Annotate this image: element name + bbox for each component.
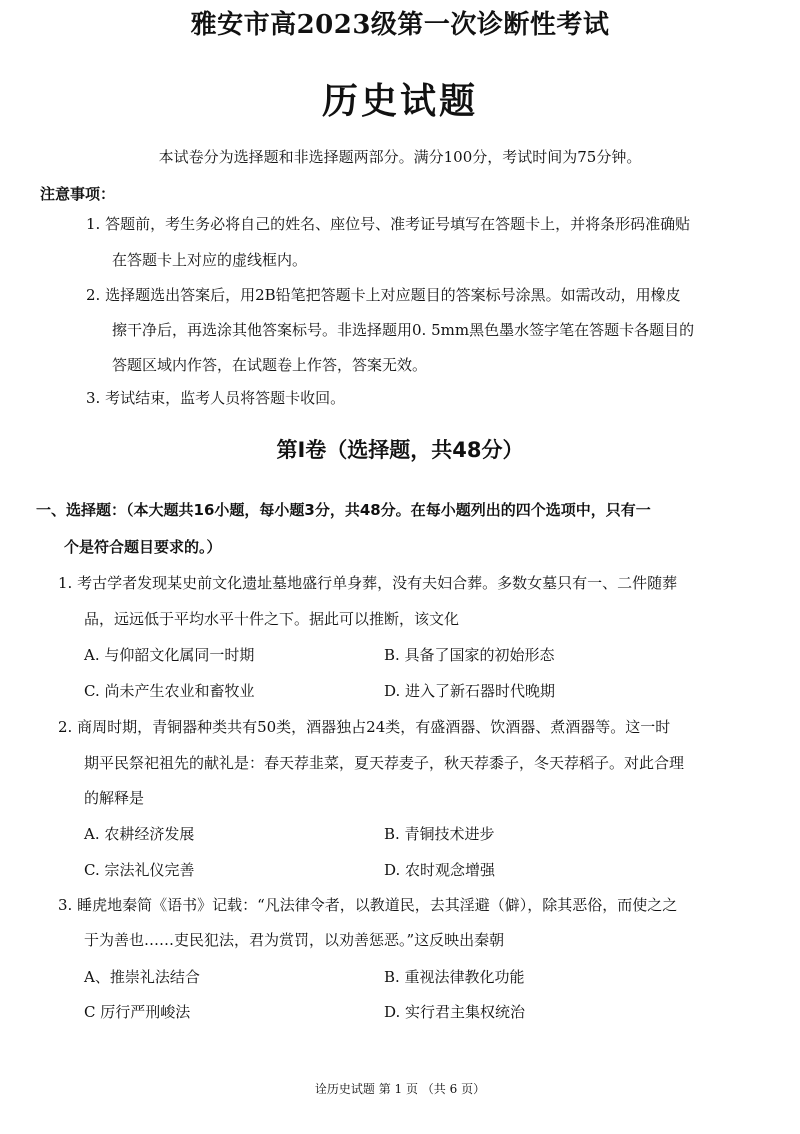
question-3-option-d: D. 实行君主集权统治 [384,1003,526,1021]
question-3-stem: 于为善也……吏民犯法，君为赏罚，以劝善惩恶。”这反映出秦朝 [84,931,505,949]
exam-title: 雅安市高2023级第一次诊断性考试 [190,10,610,40]
question-1-option-a: A. 与仰韶文化属同一时期 [84,646,255,664]
notice-line: 3. 考试结束，监考人员将答题卡收回。 [86,389,346,407]
notice-heading: 注意事项： [40,185,116,203]
part-heading: 个是符合题目要求的。） [64,538,222,556]
question-1-option-c: C. 尚未产生农业和畜牧业 [84,682,255,700]
question-2-stem: 的解释是 [84,789,145,807]
question-3-option-c: C 厉行严刑峻法 [84,1003,191,1021]
notice-line: 在答题卡上对应的虚线框内。 [112,251,308,269]
question-2-stem: 2. 商周时期，青铜器种类共有50类，酒器独占24类，有盛酒器、饮酒器、煮酒器等。这一时 [58,718,671,736]
question-2-option-d: D. 农时观念增强 [384,861,496,879]
notice-line: 1. 答题前，考生务必将自己的姓名、座位号、准考证号填写在答题卡上，并将条形码准确贴 [86,215,691,233]
question-3-stem: 3. 睡虎地秦简《语书》记载：“凡法律令者，以教道民，去其淫避（僻），除其恶俗，而使之之 [58,896,678,914]
notice-line: 2. 选择题选出答案后，用2B铅笔把答题卡上对应题目的答案标号涂黑。如需改动，用橡皮 [86,286,681,304]
notice-line: 答题区域内作答，在试题卷上作答，答案无效。 [112,356,428,374]
question-3-option-a: A、推崇礼法结合 [84,968,200,986]
question-1-option-d: D. 进入了新石器时代晚期 [384,682,556,700]
question-2-option-a: A. 农耕经济发展 [84,825,195,843]
question-1-stem: 品，远远低于平均水平十件之下。据此可以推断，该文化 [84,610,460,628]
notice-line: 擦干净后，再选涂其他答案标号。非选择题用0. 5mm黑色墨水签字笔在答题卡各题目的 [112,321,695,339]
question-2-option-c: C. 宗法礼仪完善 [84,861,195,879]
page-footer: 诠历史试题 第 1 页 （共 6 页） [314,1082,486,1096]
question-2-option-b: B. 青铜技术进步 [384,825,495,843]
exam-intro: 本试卷分为选择题和非选择题两部分。满分100分，考试时间为75分钟。 [158,148,642,166]
question-1-stem: 1. 考古学者发现某史前文化遗址墓地盛行单身葬，没有夫妇合葬。多数女墓只有一、二件随葬 [58,574,678,592]
part-heading: 一、选择题：（本大题共16小题，每小题3分，共48分。在每小题列出的四个选项中，只有一 [36,501,651,519]
section-title: 第Ⅰ卷（选择题，共48分） [276,438,524,462]
subject-title: 历史试题 [321,81,478,122]
question-2-stem: 期平民祭祀祖先的献礼是：春天荐韭菜，夏天荐麦子，秋天荐黍子，冬天荐稻子。对此合理 [84,754,685,772]
question-1-option-b: B. 具备了国家的初始形态 [384,646,555,664]
question-3-option-b: B. 重视法律教化功能 [384,968,525,986]
